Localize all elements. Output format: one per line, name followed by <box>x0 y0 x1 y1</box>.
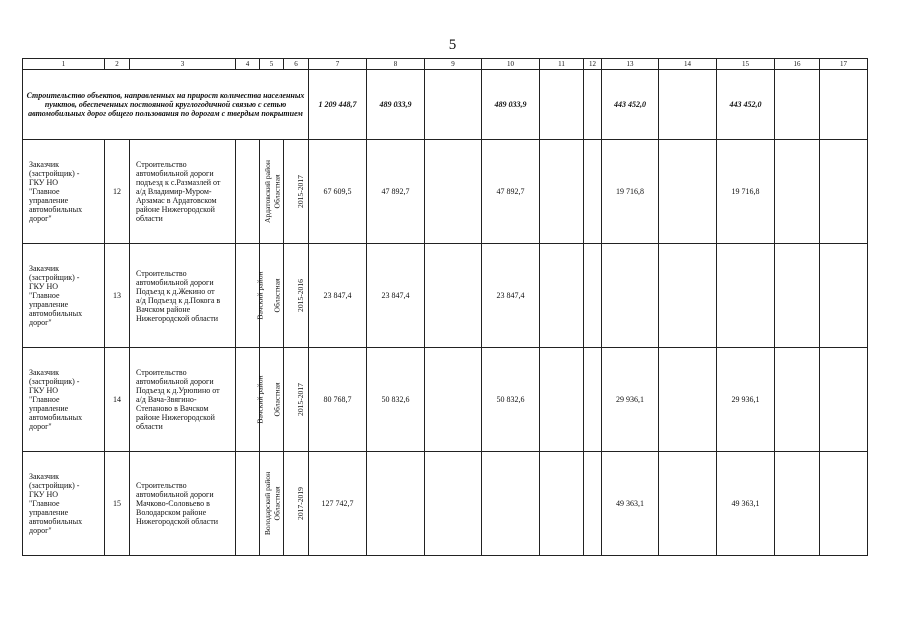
col7-value: 23 847,4 <box>309 244 367 348</box>
row-number: 15 <box>105 452 130 556</box>
header-cell: 4 <box>236 59 260 70</box>
object-name: Строительство автомобильной дороги Подъезд к д.Жекино от а/д Подъезд к д.Покога в Вачском районе Нижегородской области <box>130 244 236 348</box>
table-row <box>23 140 868 244</box>
district-cell <box>236 140 272 244</box>
col15-value <box>717 244 775 348</box>
col11-value <box>540 348 584 452</box>
row-number: 13 <box>105 244 130 348</box>
district-cell <box>236 348 265 452</box>
col16-value <box>775 244 820 348</box>
col10-value: 23 847,4 <box>482 244 540 348</box>
page-number: 5 <box>448 37 457 53</box>
col17-value <box>820 452 868 556</box>
customer-cell: Заказчик (застройщик) - ГКУ НО "Главное управление автомобильных дорог" <box>23 140 105 244</box>
level-cell-text: Областная <box>272 486 282 521</box>
col16-value <box>775 348 820 452</box>
row-number: 12 <box>105 140 130 244</box>
level-cell-text: Областная <box>272 174 282 209</box>
district-cell <box>236 452 273 556</box>
col10-value <box>482 452 540 556</box>
object-name: Строительство автомобильной дороги Мачково-Соловьево в Володарском районе Нижегородской области <box>130 452 236 556</box>
header-cell: 9 <box>425 59 482 70</box>
district-cell-text: Володарский район <box>263 471 273 536</box>
col8-value: 23 847,4 <box>367 244 425 348</box>
summary-col8: 489 033,9 <box>367 70 425 140</box>
column-number-row <box>23 59 868 70</box>
col16-value <box>775 140 820 244</box>
summary-col16 <box>775 70 820 140</box>
table-row <box>23 452 868 556</box>
customer-cell: Заказчик (застройщик) - ГКУ НО "Главное управление автомобильных дорог" <box>23 452 105 556</box>
col8-value: 47 892,7 <box>367 140 425 244</box>
col16-value <box>775 452 820 556</box>
col15-value: 49 363,1 <box>717 452 775 556</box>
header-cell: 15 <box>717 59 775 70</box>
summary-col7: 1 209 448,7 <box>309 70 367 140</box>
district-cell-text: Ардатовский район <box>262 160 272 223</box>
col13-value: 49 363,1 <box>602 452 659 556</box>
header-cell: 11 <box>540 59 584 70</box>
col13-value <box>602 244 659 348</box>
object-name: Строительство автомобильной дороги Подъезд к д.Урюпино от а/д Вача-Звягино- Степаново в Вачском районе Нижегородской области <box>130 348 236 452</box>
header-cell: 17 <box>820 59 868 70</box>
header-cell: 3 <box>130 59 236 70</box>
col8-value: 50 832,6 <box>367 348 425 452</box>
header-cell: 8 <box>367 59 425 70</box>
col9-value <box>425 452 482 556</box>
col14-value <box>659 348 717 452</box>
period-cell-text: 2015-2017 <box>295 175 305 208</box>
col17-value <box>820 348 868 452</box>
period-cell-text: 2017-2019 <box>295 487 305 520</box>
col7-value: 80 768,7 <box>309 348 367 452</box>
col10-value: 50 832,6 <box>482 348 540 452</box>
section-title: Строительство объектов, направленных на прирост количества населенных пунктов, обеспеченных постоянной круглогодичной связью с сетью автомобильных дорог общего пользования по дорогам с твердым покрытием <box>23 70 309 140</box>
district-cell <box>236 244 265 348</box>
col15-value: 29 936,1 <box>717 348 775 452</box>
header-cell: 2 <box>105 59 130 70</box>
col7-value: 127 742,7 <box>309 452 367 556</box>
table-row <box>23 244 868 348</box>
col13-value: 19 716,8 <box>602 140 659 244</box>
col12-value <box>584 452 602 556</box>
col10-value: 47 892,7 <box>482 140 540 244</box>
col11-value <box>540 244 584 348</box>
period-cell-text: 2015-2016 <box>295 279 305 312</box>
col9-value <box>425 348 482 452</box>
period-cell <box>284 140 309 244</box>
col8-value <box>367 452 425 556</box>
summary-col15: 443 452,0 <box>717 70 775 140</box>
investment-table <box>22 58 868 556</box>
customer-cell: Заказчик (застройщик) - ГКУ НО "Главное управление автомобильных дорог" <box>23 244 105 348</box>
level-cell-text: Областная <box>272 382 282 417</box>
col17-value <box>820 244 868 348</box>
table-row <box>23 348 868 452</box>
header-cell: 13 <box>602 59 659 70</box>
col14-value <box>659 452 717 556</box>
summary-col17 <box>820 70 868 140</box>
summary-col11 <box>540 70 584 140</box>
summary-col12 <box>584 70 602 140</box>
header-cell: 12 <box>584 59 602 70</box>
summary-col13: 443 452,0 <box>602 70 659 140</box>
col11-value <box>540 140 584 244</box>
col14-value <box>659 244 717 348</box>
col12-value <box>584 348 602 452</box>
summary-row <box>23 70 868 140</box>
col15-value: 19 716,8 <box>717 140 775 244</box>
district-cell-text: Вачский район <box>255 375 265 424</box>
header-cell: 10 <box>482 59 540 70</box>
col12-value <box>584 140 602 244</box>
col9-value <box>425 244 482 348</box>
col13-value: 29 936,1 <box>602 348 659 452</box>
period-cell <box>284 348 309 452</box>
col7-value: 67 609,5 <box>309 140 367 244</box>
header-cell: 5 <box>260 59 284 70</box>
level-cell-text: Областная <box>272 278 282 313</box>
summary-col9 <box>425 70 482 140</box>
summary-col14 <box>659 70 717 140</box>
col11-value <box>540 452 584 556</box>
period-cell <box>284 452 309 556</box>
header-cell: 6 <box>284 59 309 70</box>
header-cell: 7 <box>309 59 367 70</box>
header-cell: 16 <box>775 59 820 70</box>
col12-value <box>584 244 602 348</box>
col17-value <box>820 140 868 244</box>
object-name: Строительство автомобильной дороги подъезд к с.Размазлей от а/д Владимир-Муром- Арзамас в Ардатовском районе Нижегородской области <box>130 140 236 244</box>
period-cell <box>284 244 309 348</box>
header-cell: 14 <box>659 59 717 70</box>
period-cell-text: 2015-2017 <box>295 383 305 416</box>
header-cell: 1 <box>23 59 105 70</box>
customer-cell: Заказчик (застройщик) - ГКУ НО "Главное управление автомобильных дорог" <box>23 348 105 452</box>
summary-col10: 489 033,9 <box>482 70 540 140</box>
district-cell-text: Вачский район <box>255 271 265 320</box>
row-number: 14 <box>105 348 130 452</box>
col14-value <box>659 140 717 244</box>
col9-value <box>425 140 482 244</box>
